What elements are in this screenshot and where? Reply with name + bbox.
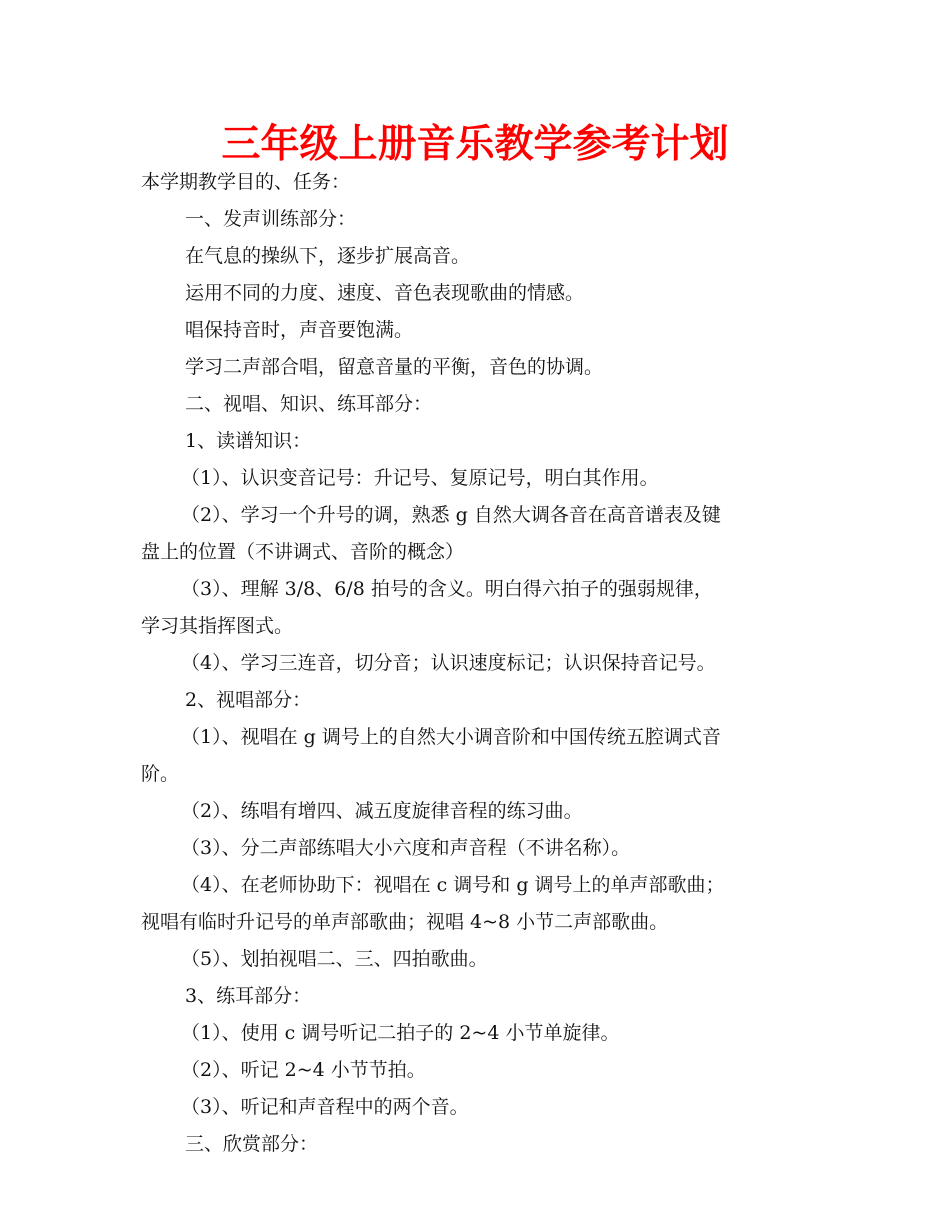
body-line: （5）、划拍视唱二、三、四拍歌曲。 <box>181 948 488 970</box>
document-body <box>141 164 813 1163</box>
body-line: 唱保持音时，声音要饱满。 <box>185 319 414 341</box>
body-line: （4）、学习三连音，切分音；认识速度标记；认识保持音记号。 <box>181 652 716 674</box>
body-line: 盘上的位置（不讲调式、音阶的概念） <box>141 541 465 563</box>
body-line: （4）、在老师协助下：视唱在 c 调号和 g 调号上的单声部歌曲； <box>181 874 725 896</box>
body-line: 在气息的操纵下，逐步扩展高音。 <box>185 245 471 267</box>
body-line: （2）、听记 2~4 小节节拍。 <box>181 1059 426 1081</box>
body-line: 运用不同的力度、速度、音色表现歌曲的情感。 <box>185 282 585 304</box>
body-line: （1）、视唱在 g 调号上的自然大小调音阶和中国传统五腔调式音 <box>181 726 721 748</box>
body-line: （3）、分二声部练唱大小六度和声音程（不讲名称）。 <box>181 837 631 859</box>
body-line: 三、欣赏部分： <box>185 1133 319 1155</box>
body-line: 2、视唱部分： <box>185 689 312 711</box>
body-line: 本学期教学目的、任务： <box>141 171 351 193</box>
body-line: 视唱有临时升记号的单声部歌曲；视唱 4~8 小节二声部歌曲。 <box>141 911 669 933</box>
body-line: 学习其指挥图式。 <box>141 615 294 637</box>
body-line: 3、练耳部分： <box>185 985 312 1007</box>
body-line: （1）、使用 c 调号听记二拍子的 2~4 小节单旋律。 <box>181 1022 620 1044</box>
body-line: （2）、学习一个升号的调，熟悉 g 自然大调各音在高音谱表及键 <box>181 504 721 526</box>
body-line: 阶。 <box>141 763 180 785</box>
body-line: （1）、认识变音记号：升记号、复原记号，明白其作用。 <box>181 467 659 489</box>
document-title: 三年级上册音乐教学参考计划 <box>221 122 729 167</box>
body-line: （3）、听记和声音程中的两个音。 <box>181 1096 469 1118</box>
body-line: 二、视唱、知识、练耳部分： <box>185 393 433 415</box>
body-line: 一、发声训练部分： <box>185 208 357 230</box>
body-line: 学习二声部合唱，留意音量的平衡，音色的协调。 <box>185 356 604 378</box>
body-line: （3）、理解 3/8、6/8 拍号的含义。明白得六拍子的强弱规律， <box>181 578 713 600</box>
body-line: （2）、练唱有增四、减五度旋律音程的练习曲。 <box>181 800 583 822</box>
body-line: 1、读谱知识： <box>185 430 312 452</box>
